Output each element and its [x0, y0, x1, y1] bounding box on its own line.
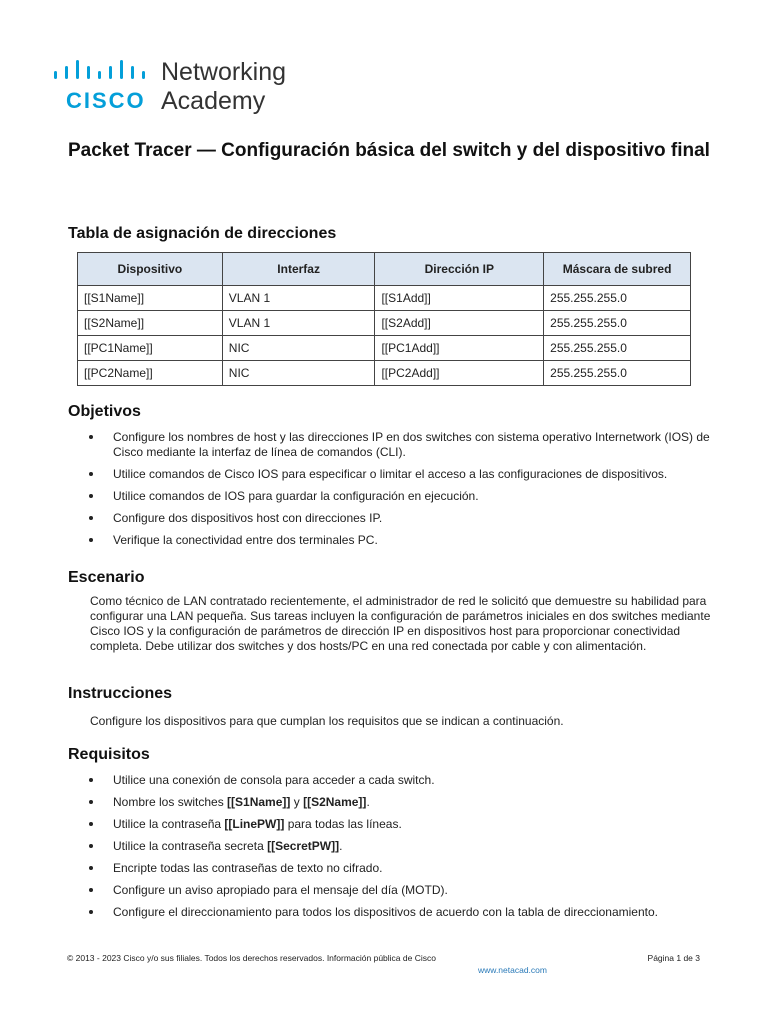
logo-networking: Networking	[161, 58, 287, 86]
scenario-text: Como técnico de LAN contratado recientemente, el administrador de red le solicitó que demuestre su habilidad para configurar una LAN pequeña. Sus tareas incluyen la configuración de parámetros iniciales en dos switches mediante Cisco IOS y la configuración de parámetros de dirección IP en dispositivos host para proporcionar conectividad completa. Debe utilizar dos switches y dos hosts/PC en una red conectada por cable y con alimentación.	[90, 594, 711, 653]
list-item: Configure el direccionamiento para todos los dispositivos de acuerdo con la tabla de direccionamiento.	[86, 905, 726, 920]
cisco-bridge-icon	[52, 58, 152, 84]
addressing-table	[77, 252, 691, 386]
table-row	[78, 286, 691, 311]
placeholder-s1name: [[S1Name]]	[227, 795, 291, 809]
column-header-device: Dispositivo	[78, 253, 223, 286]
logo-academy: Academy	[161, 87, 266, 115]
bullet-icon	[89, 844, 93, 848]
list-item: Configure los nombres de host y las direcciones IP en dos switches con sistema operativo Internetwork (IOS) de Cisco mediante la interfaz de línea de comandos (CLI).	[86, 430, 726, 460]
bullet-icon	[89, 538, 93, 542]
table-cell: 255.255.255.0	[544, 361, 691, 386]
list-item: Encripte todas las contraseñas de texto no cifrado.	[86, 861, 726, 876]
table-cell: [[S1Name]]	[78, 286, 223, 311]
footer-url-link[interactable]: www.netacad.com	[478, 965, 547, 975]
list-item: Nombre los switches [[S1Name]] y [[S2Name]].	[86, 795, 726, 810]
table-cell: VLAN 1	[222, 286, 375, 311]
table-cell: [[S2Add]]	[375, 311, 544, 336]
table-header-row	[78, 253, 691, 286]
bullet-icon	[89, 778, 93, 782]
table-cell: 255.255.255.0	[544, 311, 691, 336]
list-item: Utilice la contraseña [[LinePW]] para todas las líneas.	[86, 817, 726, 832]
table-row	[78, 361, 691, 386]
table-cell: [[PC1Add]]	[375, 336, 544, 361]
table-cell: [[PC2Name]]	[78, 361, 223, 386]
table-cell: [[S1Add]]	[375, 286, 544, 311]
table-row	[78, 336, 691, 361]
table-cell: 255.255.255.0	[544, 286, 691, 311]
list-item: Utilice la contraseña secreta [[SecretPW]].	[86, 839, 726, 854]
instructions-text: Configure los dispositivos para que cumplan los requisitos que se indican a continuación.	[90, 714, 564, 728]
column-header-interface: Interfaz	[222, 253, 375, 286]
list-item: Utilice comandos de IOS para guardar la configuración en ejecución.	[86, 489, 726, 504]
list-item: Verifique la conectividad entre dos terminales PC.	[86, 533, 726, 548]
instructions-heading: Instrucciones	[68, 685, 173, 702]
requirements-heading: Requisitos	[68, 746, 150, 763]
bullet-icon	[89, 435, 93, 439]
placeholder-secretpw: [[SecretPW]]	[267, 839, 340, 853]
table-cell: VLAN 1	[222, 311, 375, 336]
bullet-icon	[89, 822, 93, 826]
footer-page-number: Página 1 de 3	[647, 953, 700, 963]
bullet-icon	[89, 494, 93, 498]
requirements-list	[86, 773, 726, 927]
column-header-ip-address: Dirección IP	[375, 253, 544, 286]
bullet-icon	[89, 866, 93, 870]
document-title: Packet Tracer — Configuración básica del switch y del dispositivo final	[68, 140, 710, 161]
cisco-networking-academy-logo	[52, 58, 312, 118]
list-item: Utilice comandos de Cisco IOS para especificar o limitar el acceso a las configuraciones de dispositivos.	[86, 467, 726, 482]
table-cell: [[S2Name]]	[78, 311, 223, 336]
objectives-list	[86, 430, 726, 555]
table-cell: NIC	[222, 336, 375, 361]
scenario-heading: Escenario	[68, 569, 145, 586]
footer-copyright: © 2013 - 2023 Cisco y/o sus filiales. Todos los derechos reservados. Información pública de Cisco	[67, 953, 436, 963]
table-row	[78, 311, 691, 336]
bullet-icon	[89, 910, 93, 914]
bullet-icon	[89, 472, 93, 476]
cisco-wordmark: CISCO	[66, 88, 146, 113]
bullet-icon	[89, 888, 93, 892]
list-item: Configure un aviso apropiado para el mensaje del día (MOTD).	[86, 883, 726, 898]
bullet-icon	[89, 516, 93, 520]
column-header-subnet-mask: Máscara de subred	[544, 253, 691, 286]
table-cell: [[PC2Add]]	[375, 361, 544, 386]
table-cell: 255.255.255.0	[544, 336, 691, 361]
placeholder-s2name: [[S2Name]]	[303, 795, 367, 809]
list-item: Utilice una conexión de consola para acceder a cada switch.	[86, 773, 726, 788]
placeholder-linepw: [[LinePW]]	[224, 817, 285, 831]
table-cell: [[PC1Name]]	[78, 336, 223, 361]
table-cell: NIC	[222, 361, 375, 386]
bullet-icon	[89, 800, 93, 804]
addressing-table-heading: Tabla de asignación de direcciones	[68, 225, 337, 242]
objectives-heading: Objetivos	[68, 403, 141, 420]
list-item: Configure dos dispositivos host con direcciones IP.	[86, 511, 726, 526]
